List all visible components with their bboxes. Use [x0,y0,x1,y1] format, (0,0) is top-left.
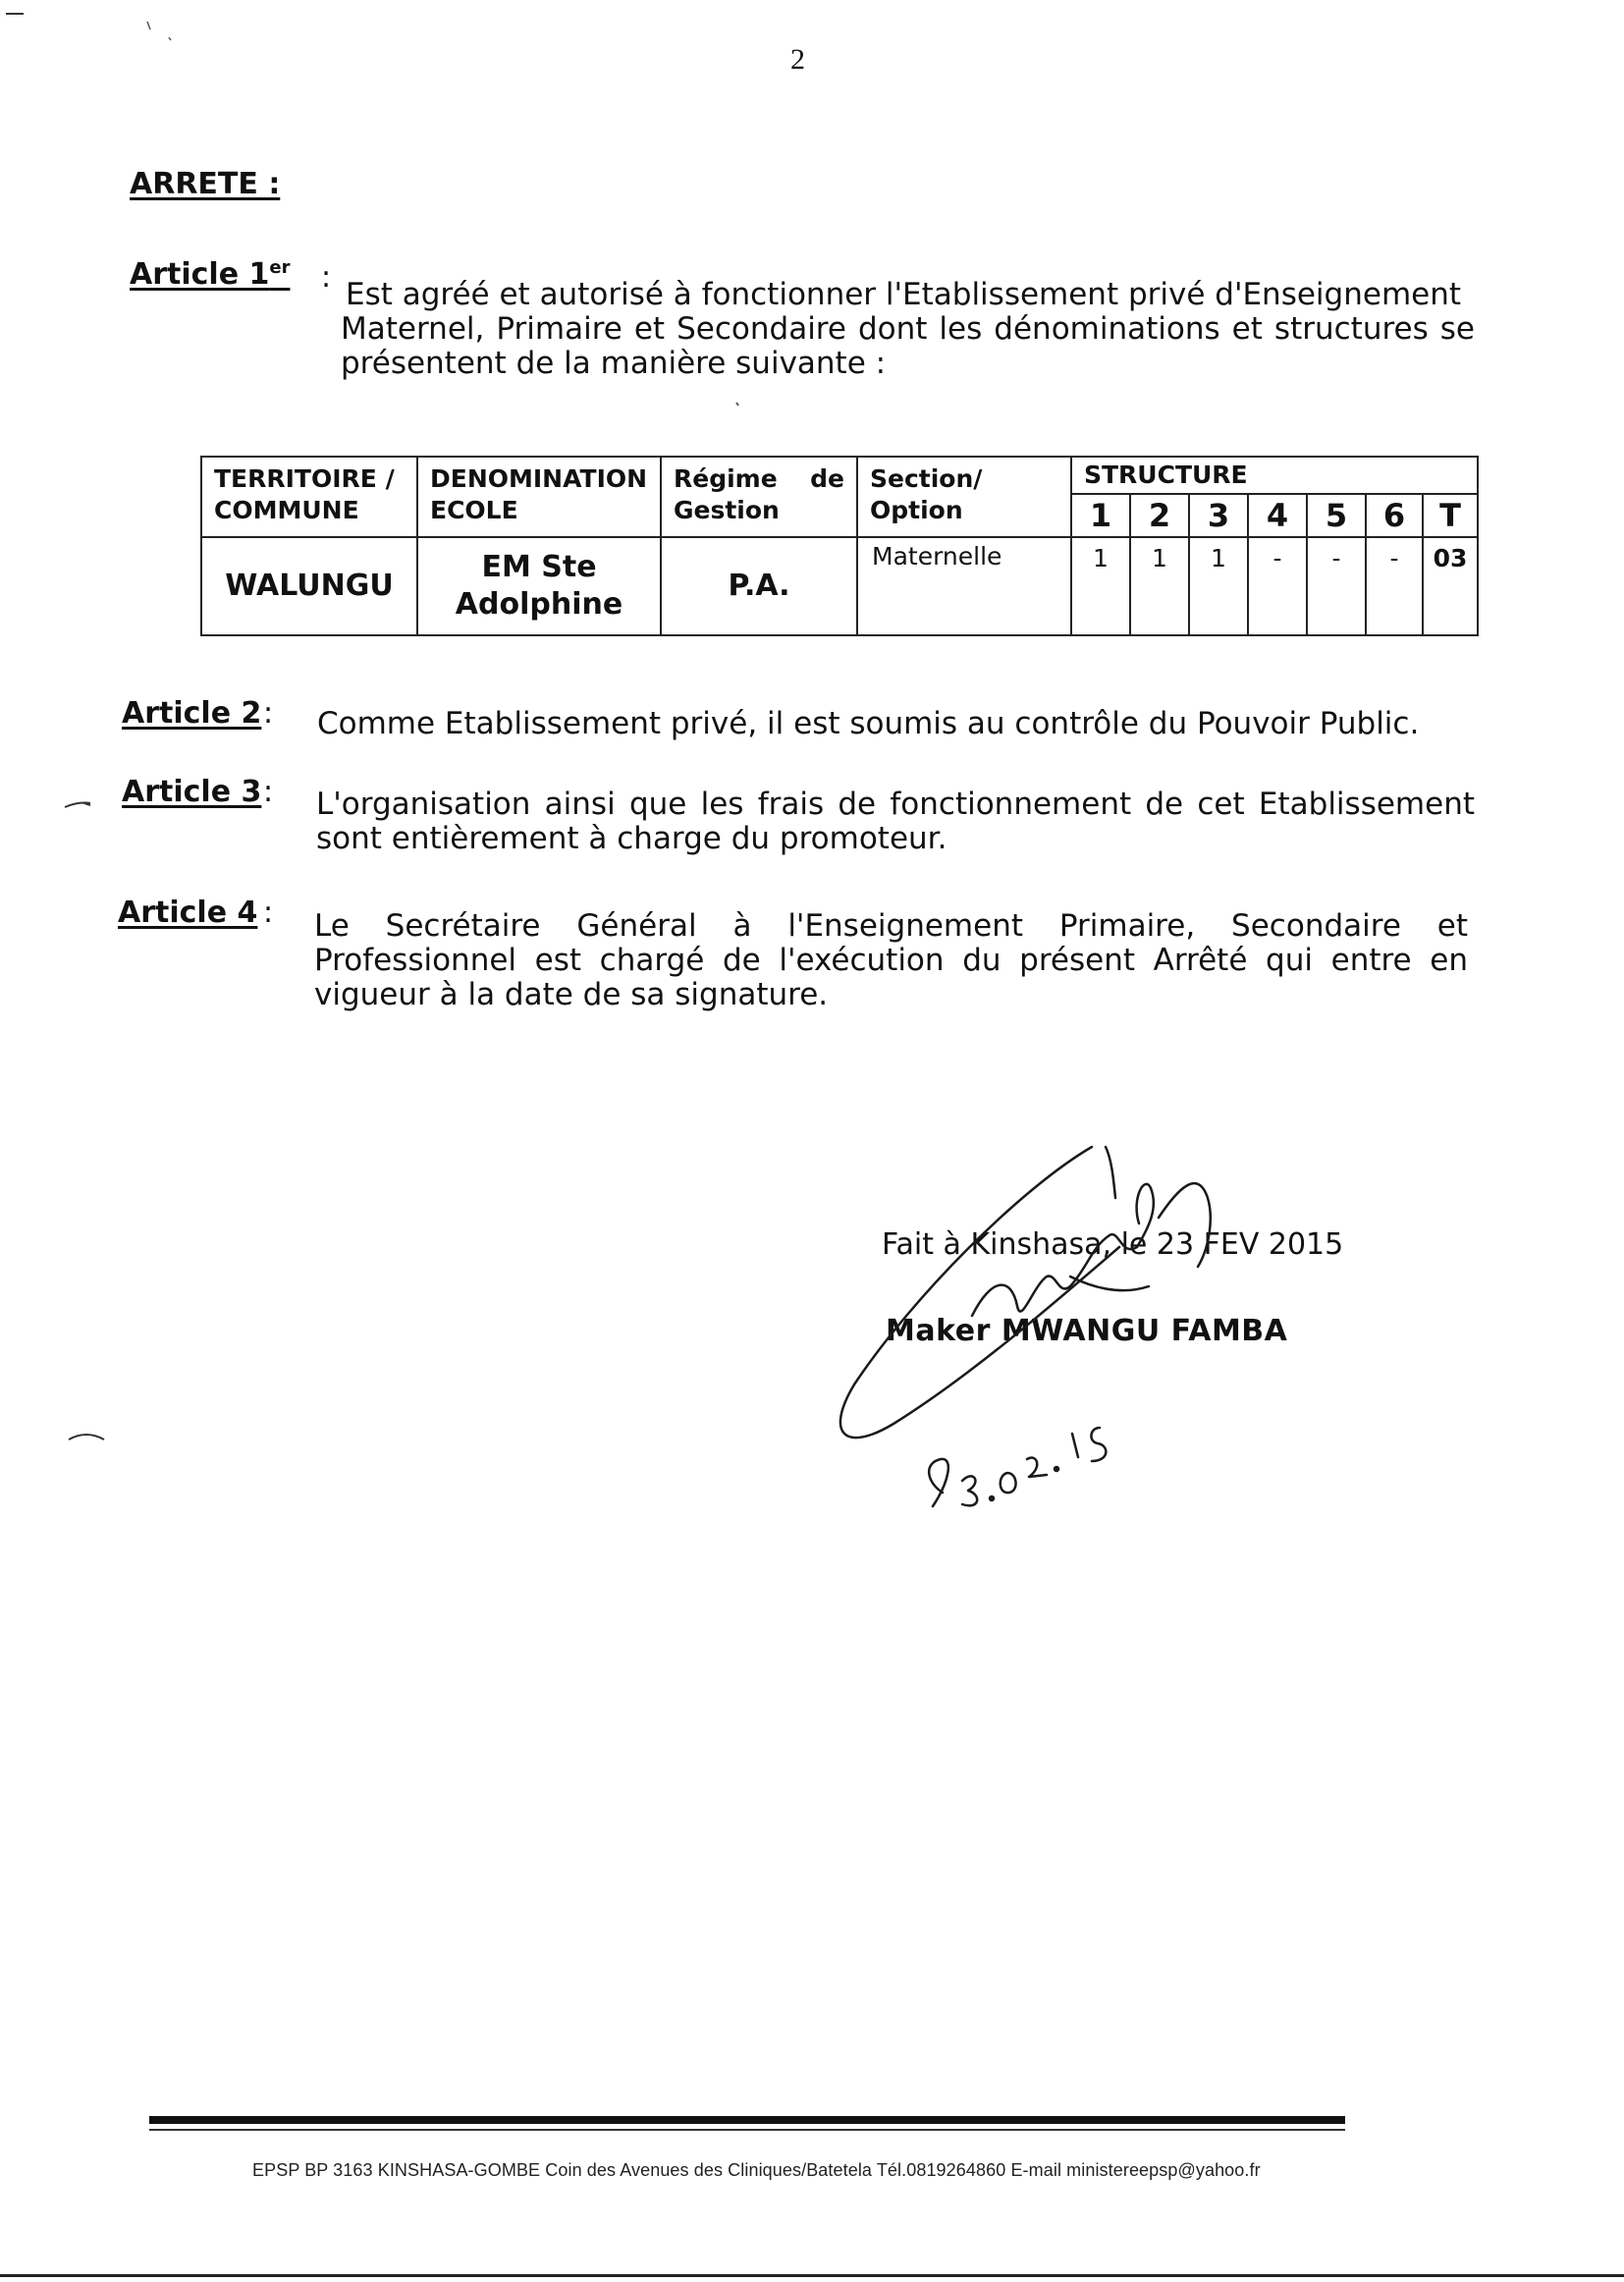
cell-level-value: - [1248,537,1307,635]
article-4-colon: : [263,896,274,930]
article-4-label: Article 4 [118,896,258,930]
cell-section: Maternelle [857,537,1071,635]
level-header: 4 [1248,494,1307,537]
level-header: 1 [1071,494,1130,537]
footer-rule [149,2116,1345,2124]
footer-address: EPSP BP 3163 KINSHASA-GOMBE Coin des Avenues des Cliniques/Batetela Tél.0819264860 E-mail ministereepsp@yahoo.fr [252,2160,1261,2180]
cell-denomination: EM Ste Adolphine [417,537,661,635]
cell-regime: P.A. [661,537,857,635]
cell-level-value: 1 [1189,537,1248,635]
header-structure: STRUCTURE [1071,457,1478,494]
level-header: 2 [1130,494,1189,537]
article-1-colon: : [321,260,332,295]
header-territoire: TERRITOIRE / COMMUNE [201,457,417,537]
article-3-colon: : [263,775,274,809]
cell-territoire: WALUNGU [201,537,417,635]
signatory-name: Maker MWANGU FAMBA [886,1314,1288,1348]
cell-level-value: - [1366,537,1423,635]
article-1-text: Maternel, Primaire et Secondaire dont les dénominations et structures se présentent de la manière suivante : [341,311,1475,381]
structure-table [200,456,1479,636]
bottom-edge-rule [0,2274,1624,2277]
article-2-colon: : [263,696,274,731]
cell-level-value: 1 [1071,537,1130,635]
cell-total-value: 03 [1423,537,1478,635]
header-denomination: DENOMINATION ECOLE [417,457,661,537]
level-header-total: T [1423,494,1478,537]
header-section: Section/ Option [857,457,1071,537]
article-1-text-line1: Est agréé et autorisé à fonctionner l'Etablissement privé d'Enseignement [346,277,1462,312]
level-header: 5 [1307,494,1366,537]
article-1-label: Article 1er [130,257,291,292]
level-header: 6 [1366,494,1423,537]
decree-heading: ARRETE : [130,167,281,201]
page-number: 2 [790,43,805,76]
article-2-label: Article 2 [122,696,262,731]
cell-level-value: - [1307,537,1366,635]
signature-place-date: Fait à Kinshasa, le 23 FEV 2015 [882,1227,1344,1262]
article-4-text: Le Secrétaire Général à l'Enseignement Primaire, Secondaire et Professionnel est chargé de l'exécution du présent Arrêté qui entre en vigueur à la date de sa signature. [314,908,1468,1012]
cell-level-value: 1 [1130,537,1189,635]
footer-rule-thin [149,2129,1345,2131]
article-3-text: L'organisation ainsi que les frais de fonctionnement de cet Etablissement sont entièrement à charge du promoteur. [316,787,1475,856]
article-3-label: Article 3 [122,775,262,809]
handwritten-signature [825,1129,1335,1542]
level-header: 3 [1189,494,1248,537]
header-regime: Régime de Gestion [661,457,857,537]
article-2-text: Comme Etablissement privé, il est soumis au contrôle du Pouvoir Public. [317,706,1420,741]
